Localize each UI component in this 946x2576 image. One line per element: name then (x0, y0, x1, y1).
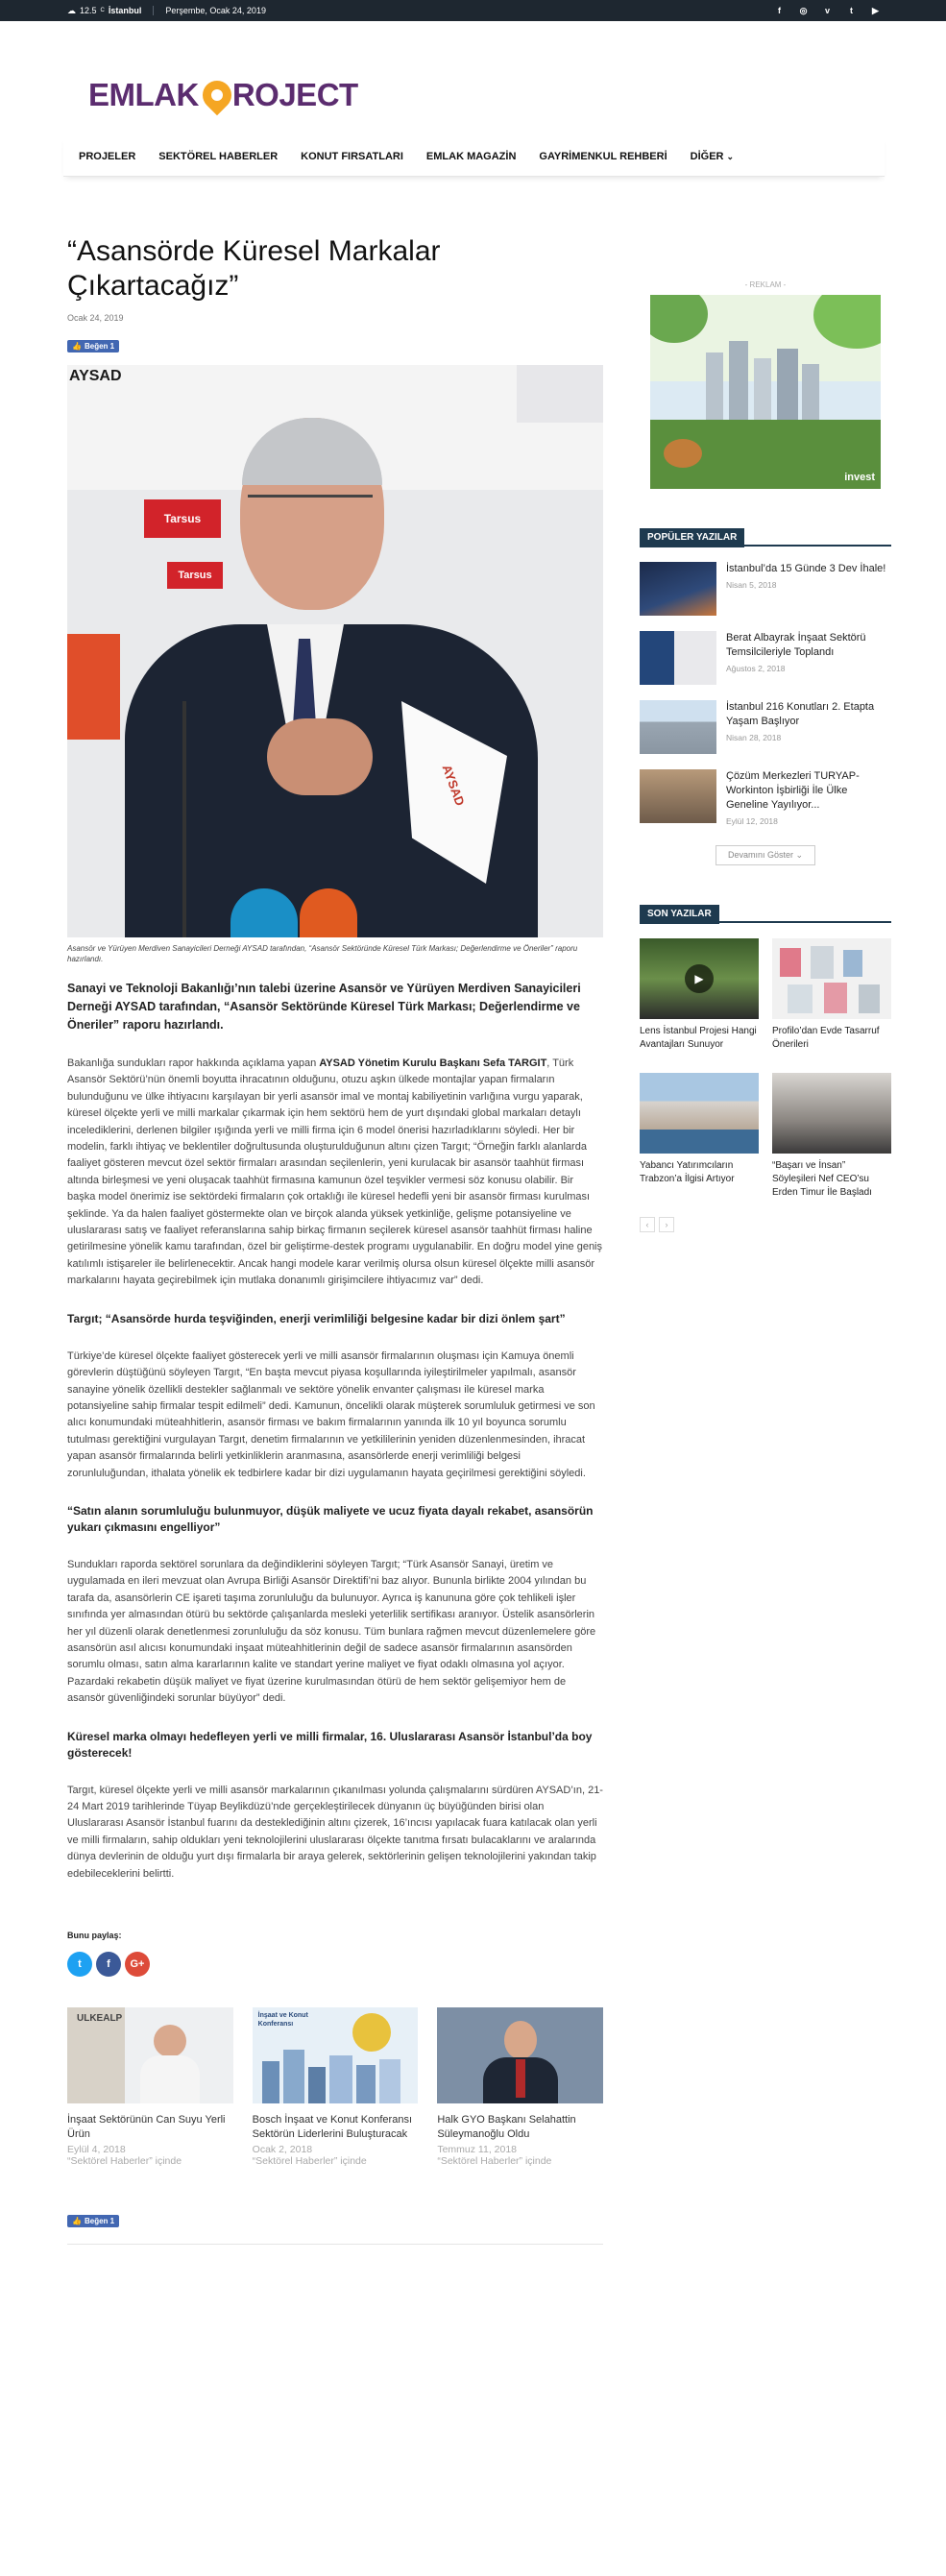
popular-post-title[interactable]: İstanbul 216 Konutları 2. Etapta Yaşam Başlıyor (726, 701, 875, 727)
person-head (504, 2021, 537, 2059)
site-logo[interactable] (88, 77, 358, 113)
temperature: 12.5 (80, 6, 97, 15)
paragraph-bold: AYSAD Yönetim Kurulu Başkanı Sefa TARGIT (319, 1057, 547, 1069)
popular-post[interactable] (640, 769, 891, 826)
article-title: “Asansörde Küresel Markalar Çıkartacağız” (67, 235, 441, 302)
popular-post-date: Nisan 28, 2018 (726, 733, 782, 742)
play-icon[interactable]: ▶ (685, 964, 714, 993)
facebook-icon[interactable]: f (778, 6, 781, 15)
appliance-graphic (824, 983, 847, 1013)
building-graphic (308, 2067, 326, 2103)
appliance-graphic (859, 984, 880, 1013)
related-post-category: “Sektörel Haberler” içinde (437, 2155, 552, 2168)
microphone (300, 888, 357, 937)
nav-item-diger[interactable] (691, 151, 734, 162)
related-post-date: Ocak 2, 2018 (252, 2144, 313, 2156)
facebook-icon[interactable]: f (96, 1952, 121, 1977)
squirrel-graphic (664, 439, 702, 468)
current-date: Perşembe, Ocak 24, 2019 (165, 6, 266, 15)
nav-item-sektorel-haberler[interactable]: SEKTÖREL HABERLER (158, 150, 279, 162)
weather-widget (67, 6, 141, 16)
popular-posts-title: POPÜLER YAZILAR (640, 528, 744, 547)
building-graphic (356, 2065, 376, 2103)
show-more-label: Devamını Göster (727, 850, 793, 860)
thumbs-up-icon: 👍 (72, 2217, 82, 2226)
related-post-date: Eylül 4, 2018 (67, 2144, 126, 2156)
thumbnail-text: ULKEALP (77, 2013, 123, 2025)
popular-post[interactable] (640, 631, 891, 685)
related-post-thumbnail[interactable] (437, 2007, 603, 2103)
sidebar (640, 234, 891, 2245)
person-head (154, 2025, 186, 2057)
related-post-category: “Sektörel Haberler” içinde (252, 2155, 367, 2168)
article-lead: Sanayi ve Teknoloji Bakanlığı’nın talebi üzerine Asansör ve Yürüyen Merdiven Sanayicileri Derneği AYSAD tarafından, “Asansör Sektöründe Küresel Türk Markası; Değerlendirme ve Öneriler” raporu hazırlandı. (67, 982, 581, 1032)
popular-post-date: Nisan 5, 2018 (726, 580, 777, 590)
facebook-like-button[interactable] (67, 2215, 119, 2227)
popular-post-thumbnail[interactable] (640, 769, 716, 823)
popular-post-date: Ağustos 2, 2018 (726, 664, 786, 673)
latest-post-thumbnail[interactable] (640, 938, 759, 1019)
google-plus-icon[interactable]: G+ (125, 1952, 150, 1977)
building-graphic (262, 2061, 279, 2103)
appliance-graphic (811, 946, 834, 979)
vimeo-icon[interactable]: v (824, 6, 830, 15)
article-subheading: Targıt; “Asansörde hurda teşviğinden, enerji verimliliği belgesine kadar bir dizi önlem şart” (67, 1311, 566, 1325)
popular-post-thumbnail[interactable] (640, 631, 716, 685)
location-pin-icon (197, 75, 237, 115)
related-post[interactable] (67, 2007, 233, 2167)
instagram-icon[interactable]: ◎ (799, 5, 808, 15)
popular-post-date: Eylül 12, 2018 (726, 816, 778, 826)
thumbnail-text: İnşaat ve Konut Konferansı (257, 2012, 308, 2029)
divider (67, 2244, 603, 2245)
backdrop-panel (517, 365, 603, 423)
appliance-graphic (843, 950, 862, 977)
latest-post-thumbnail[interactable] (640, 1073, 759, 1154)
latest-posts-title: SON YAZILAR (640, 905, 719, 924)
latest-post-title[interactable]: Lens İstanbul Projesi Hangi Avantajları Sunuyor (640, 1026, 757, 1050)
latest-post-title[interactable]: Yabancı Yatırımcıların Trabzon’a İlgisi Artıyor (640, 1160, 735, 1184)
medal-graphic (352, 2013, 391, 2052)
building-graphic (379, 2059, 400, 2103)
social-links (774, 6, 881, 16)
related-post-thumbnail[interactable] (253, 2007, 419, 2103)
related-post-title[interactable]: İnşaat Sektörünün Can Suyu Yerli Ürün (67, 2114, 226, 2141)
related-post-category: “Sektörel Haberler” içinde (67, 2155, 182, 2168)
sponsor-logo: Tarsus (167, 562, 223, 589)
popular-post-title[interactable]: İstanbul’da 15 Günde 3 Dev İhale! (726, 563, 886, 574)
related-post-title[interactable]: Bosch İnşaat ve Konut Konferansı Sektörün Liderlerini Buluşturacak (252, 2114, 412, 2141)
nav-item-gayrimenkul-rehberi[interactable]: GAYRİMENKUL REHBERİ (539, 150, 667, 162)
twitter-icon[interactable]: t (850, 6, 853, 15)
chevron-down-icon: ⌄ (795, 850, 804, 860)
show-more-button[interactable] (716, 845, 815, 865)
nav-item-diger-label: DİĞER (690, 150, 724, 162)
popular-posts-list (640, 562, 891, 826)
popular-post[interactable] (640, 562, 891, 616)
ad-brand: invest (844, 472, 875, 483)
related-post-thumbnail[interactable] (67, 2007, 233, 2103)
page-content (0, 234, 946, 2245)
paragraph-text: Bakanlığa sundukları rapor hakkında açıklama yapan (67, 1057, 320, 1069)
youtube-icon[interactable]: ▶ (872, 5, 879, 15)
latest-post[interactable] (772, 1073, 891, 1200)
person-body (140, 2055, 200, 2103)
popular-post-title[interactable]: Berat Albayrak İnşaat Sektörü Temsilcileriyle Toplandı (726, 632, 866, 658)
main-navigation (63, 136, 885, 177)
twitter-icon[interactable]: t (67, 1952, 92, 1977)
related-post[interactable] (437, 2007, 603, 2167)
top-bar (0, 0, 946, 21)
popular-post-thumbnail[interactable] (640, 700, 716, 754)
sponsor-logo: Tarsus (144, 499, 221, 538)
related-post-title[interactable]: Halk GYO Başkanı Selahattin Süleymanoğlu Oldu (437, 2114, 576, 2141)
popular-post-title[interactable]: Çözüm Merkezleri TURYAP-Workinton İşbirliği İle Ülke Geneline Yayılıyor... (726, 770, 860, 811)
like-label: Beğen 1 (84, 342, 115, 351)
image-caption: Asansör ve Yürüyen Merdiven Sanayicileri Derneği AYSAD tarafından, “Asansör Sektöründe Küresel Türk Markası; Değerlendirme ve Öneriler” raporu hazırlandı. (67, 944, 578, 963)
logo-text-part2: ROJECT (231, 77, 358, 112)
flag-text: AYSAD (439, 763, 468, 808)
aysad-logo: AYSAD (69, 368, 122, 384)
article-paragraph: Targıt, küresel ölçekte yerli ve milli asansör markalarının çıkanılması yolunda çalışmalarını sürdüren AYSAD’ın, 21-24 Mart 2019 tarihlerinde Tüyap Beylikdüzü’nde gerçekleştirilecek dünyanın üç büyüğünden birisi olan Uluslararası Asansör İstanbul fuarını da desteklediğinin altını çizerek, 16’ıncısı yapılacak fuara katılacak olan yerli ve milli firmaların, sahip oldukları yeni teknolojilerini uluslararası ölçekte tanıtma fırsatı bulacaklarını ve aralarında dünya devlerinin de olduğu yurt dışı firmalarla bir araya gelerek, sektörlerinin gelişen teknolojilerini yakından takip edebileceklerini belirtti. (67, 1784, 603, 1880)
cloud-icon: ☁ (67, 5, 76, 15)
related-post[interactable] (253, 2007, 419, 2167)
share-buttons (67, 1952, 603, 1977)
logo-text-part1: EMLAK (88, 77, 199, 112)
latest-post[interactable] (772, 938, 891, 1052)
temperature-unit: C (100, 8, 105, 13)
article-subheading: Küresel marka olmayı hedefleyen yerli ve milli firmalar, 16. Uluslararası Asansör İstanbul’da boy gösterecek! (67, 1729, 593, 1760)
latest-post-title[interactable]: Profilo’dan Evde Tasarruf Önerileri (772, 1026, 880, 1050)
speaker-hand (267, 718, 373, 795)
divider (153, 6, 154, 15)
appliance-graphic (788, 984, 813, 1013)
advertisement-banner[interactable] (650, 295, 881, 489)
thumbs-up-icon: 👍 (72, 342, 82, 351)
facebook-like-button[interactable] (67, 340, 119, 352)
article-date: Ocak 24, 2019 (67, 313, 124, 323)
popular-posts-header (640, 527, 891, 547)
like-label: Beğen 1 (84, 2217, 115, 2226)
popular-post[interactable] (640, 700, 891, 754)
latest-posts-header (640, 904, 891, 923)
nav-item-konut-firsatlari[interactable]: KONUT FIRSATLARI (301, 150, 403, 162)
latest-post-title[interactable]: “Başarı ve İnsan” Söyleşileri Nef CEO’su Erden Timur İle Başladı (772, 1160, 872, 1198)
chevron-left-icon[interactable]: ‹ (640, 1217, 655, 1232)
microphone (182, 701, 186, 937)
city-name: İstanbul (108, 6, 142, 15)
latest-post-thumbnail[interactable] (772, 938, 891, 1019)
chevron-down-icon: ⌄ (726, 151, 735, 161)
building-graphic (329, 2055, 352, 2103)
share-label: Bunu paylaş: (67, 1931, 122, 1941)
speaker-glasses (248, 495, 373, 512)
nav-item-emlak-magazin[interactable]: EMLAK MAGAZİN (425, 150, 517, 162)
top-bar-left (67, 6, 266, 16)
chevron-right-icon[interactable]: › (659, 1217, 674, 1232)
latest-post[interactable] (640, 938, 759, 1052)
building-graphic (283, 2050, 304, 2103)
site-header (0, 21, 946, 136)
related-post-date: Temmuz 11, 2018 (437, 2144, 518, 2156)
popular-post-thumbnail[interactable] (640, 562, 716, 616)
latest-posts-grid (640, 938, 891, 1200)
article-hero-image (67, 365, 603, 937)
backdrop-logo (67, 634, 120, 740)
related-posts (67, 2007, 603, 2167)
ad-label: - REKLAM - (744, 280, 787, 289)
latest-post[interactable] (640, 1073, 759, 1200)
appliance-graphic (780, 948, 801, 977)
article (67, 234, 603, 2245)
latest-posts-pager (640, 1217, 891, 1232)
latest-post-thumbnail[interactable] (772, 1073, 891, 1154)
paragraph-text: , Türk Asansör Sektörü’nün önemli boyutta ihracatının olduğunu, otuzu aşkın ülkede montajlar yapan firmaların bulunduğunu ve ülke ihtiyacını karşılayan bir yerli asansör imal ve montaj kabiliyetinin varlığına vurgu yaparak, küresel ölçekte yerli ve milli markalar çıkarmak için hem sektörü hem de yurt dışındaki global markaları detaylı incelediklerini, derlenen bilgiler ışığında yerli ve milli firma için 6 model önerisi hazırladıklarını söyledi. Her bir modelin, farklı ihtiyaç ve beklentiler doğrultusunda oluşturulduğunun altını çizen Targıt; “Örneğin farklı alanlarda faaliyet gösteren mevcut özel sektör firmaları arasından seçilenlerin, yeni kurulacak bir asansör taahhüt firması altında birleşmesi ve yeni oluşacak taahhüt firmasına kamunun özel teşvikler vermesi söz konusu olabilir. Bir başka model önerimiz ise sektördeki firmaların çok ortaklığı ile küresel hedefli yeni bir asansör firması kurulması şeklinde. Ya da halen faaliyet göstermekte olan ve birçok alanda yüksek yetkinliğe, gelişme potansiyeline ve uluslararası satış ve faaliyet referanslarına sahip birkaç firmanın seçilerek küresel asansör taahhüt firması haline getirilmesine yönelik kamu tarafından, özel bir geliştirme-destek programı uygulanabilir. En doğru model yine geniş katılımlı istişareler ile belirlenecektir. Ancak hangi modele karar verilmiş olursa olsun küresel ölçekte milli asansör markalarını hayata geçirebilmek için mutlaka donanımlı girişimcilere ihtiyacımız var” dedi. (67, 1057, 603, 1287)
article-paragraph (67, 1056, 603, 1290)
person-tie (516, 2059, 525, 2098)
nav-item-projeler[interactable]: PROJELER (79, 150, 136, 162)
page-bottom-spacer (0, 2245, 946, 2283)
article-paragraph: Sundukları raporda sektörel sorunlara da değindiklerini söyleyen Targıt; “Türk Asansör Sanayi, üretim ve uygulamada en ileri mevzuat olan Avrupa Birliği Asansör Direktifi’ni baz alıyor. Bununla birlikte 2004 yılından bu tarafa da, asansörlerin CE işareti taşıma zorunluluğu da bulunuyor. Ayrıca iş kanununa göre çok tehlikeli işler sınıfında yer almasından ötürü bu sektörde çalışanlarda mesleki yeterlilik sertifikası aranıyor. Üstelik asansörlerin her yıl düzenli olarak denetlenmesi zorunluluğu da söz konusu. Tüm bunlara rağmen mevcut düzenlemelere göre asansörün asıl alıcısı konumundaki inşaat müteahhitlerinin değil de sadece asansör firmalarının asansörden sorumlu olması, satın alma kararlarının kalite ve standart yerine maliyet ve fiyat odaklı olmasına yol açıyor. Pazardaki rekabetin düşük maliyet ve fiyat üzerine kurulmasından ötürü de hem sektör gelişemiyor hem de asansör güvenliğindeki sorunlar büyüyor” dedi. (67, 1558, 596, 1705)
article-subheading: “Satın alanın sorumluluğu bulunmuyor, düşük maliyete ve ucuz fiyata dayalı rekabet, asansörün yukarı çıkmasını engelliyor” (67, 1503, 594, 1534)
article-paragraph: Türkiye’de küresel ölçekte faaliyet gösterecek yerli ve milli asansör firmalarının oluşması için Kamuya önemli görevlerin düştüğünü söyleyen Targıt, “En başta mevcut piyasa koşullarında iyileştirilmeler yapılmalı, asansör sanayine yönelik özellikli destekler sağlanmalı ve sektöre yönelik envanter çalışması ile küresel marka potansiyeline sahip firmalar tespit edilmeli” dedi. Kamunun, öncelikli olarak müşterek sorumluluk getirmesi ve son alıcı konumundaki müteahhitlerin, asansör firması ve bakım firmalarının yanında ilk 10 yıl boyunca sorumlu tutulması gerektiğini vurgulayan Targıt, denetim firmalarının ve yetkililerinin yeniden düzenlenmesinden, ihracat yapan asansör firmalarında belirli yetkinliklerin aranmasına, asansörlerde enerji verimliliği belgesi zorunluluğundan, ithalata yönelik ek tedbirlere kadar bir dizi uygulamanın hayata geçirilmesi gerektiğini söyledi. (67, 1349, 595, 1479)
